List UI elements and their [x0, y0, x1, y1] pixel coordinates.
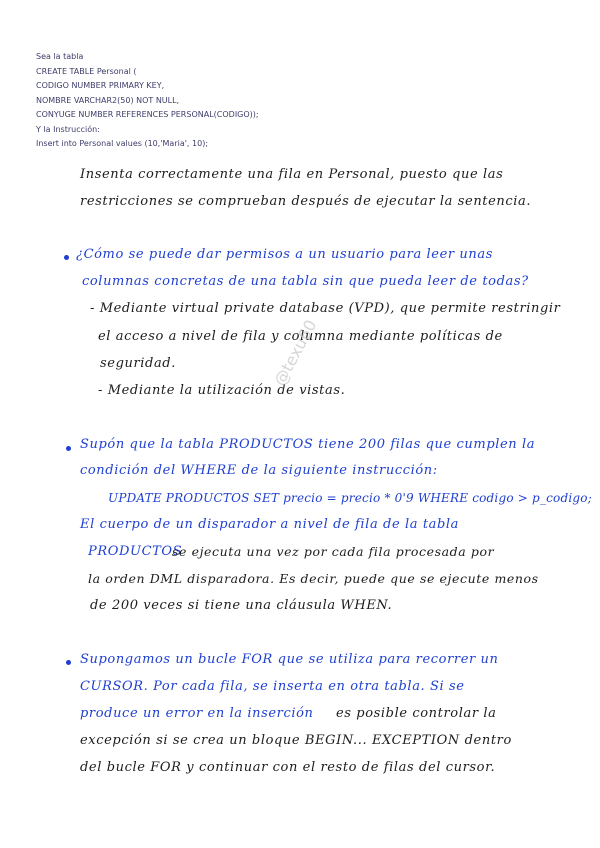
- answer2-line: - Mediante la utilización de vistas.: [98, 383, 346, 398]
- answer4-line: es posible controlar la: [336, 706, 497, 721]
- answer1-line: Insenta correctamente una fila en Personal, puesto que las: [80, 167, 504, 182]
- question3-line: Supón que la tabla PRODUCTOS tiene 200 filas que cumplen la: [80, 437, 536, 452]
- question4-line: Supongamos un bucle FOR que se utiliza para recorrer un: [80, 652, 499, 667]
- question2-line: columnas concretas de una tabla sin que pueda leer de todas?: [82, 274, 529, 289]
- bullet-icon: [66, 660, 71, 665]
- question4-line: produce un error en la inserción: [80, 706, 314, 721]
- question3-line: El cuerpo de un disparador a nivel de fila de la tabla: [80, 517, 460, 532]
- code-line: CREATE TABLE Personal (: [36, 66, 137, 76]
- code-line: NOMBRE VARCHAR2(50) NOT NULL,: [36, 95, 180, 105]
- answer2-line: el acceso a nivel de fila y columna mediante políticas de: [98, 329, 503, 344]
- bullet-icon: [64, 255, 69, 260]
- answer4-line: excepción si se crea un bloque BEGIN... EXCEPTION dentro: [80, 733, 512, 748]
- question2-line: ¿Cómo se puede dar permisos a un usuario para leer unas: [76, 247, 493, 262]
- answer2-line: - Mediante virtual private database (VPD), que permite restringir: [90, 301, 561, 316]
- question3-line: UPDATE PRODUCTOS SET precio = precio * 0'9 WHERE codigo > p_codigo;: [108, 491, 592, 505]
- code-line: Sea la tabla: [36, 52, 84, 61]
- answer3-line: se ejecuta una vez por cada fila procesada por: [172, 544, 495, 559]
- watermark: @texu60: [270, 316, 321, 389]
- code-line: CONYUGE NUMBER REFERENCES PERSONAL(CODIGO));: [36, 110, 259, 119]
- answer3-line: la orden DML disparadora. Es decir, puede que se ejecute menos: [88, 571, 539, 586]
- bullet-icon: [66, 446, 71, 451]
- question3-line: condición del WHERE de la siguiente instrucción:: [80, 463, 438, 478]
- question4-line: CURSOR. Por cada fila, se inserta en otra tabla. Si se: [80, 679, 465, 694]
- code-line: Insert into Personal values (10,'Maria', 10);: [36, 139, 209, 148]
- answer1-line: restricciones se comprueban después de ejecutar la sentencia.: [80, 194, 532, 209]
- question-code-block: [36, 50, 556, 152]
- code-line: Y la Instrucción:: [36, 124, 100, 134]
- question3-line: PRODUCTOS: [88, 544, 183, 559]
- code-line: CODIGO NUMBER PRIMARY KEY,: [36, 81, 165, 90]
- answer4-line: del bucle FOR y continuar con el resto de filas del cursor.: [80, 760, 496, 775]
- answer3-line: de 200 veces si tiene una cláusula WHEN.: [90, 598, 393, 613]
- answer2-line: seguridad.: [100, 356, 176, 371]
